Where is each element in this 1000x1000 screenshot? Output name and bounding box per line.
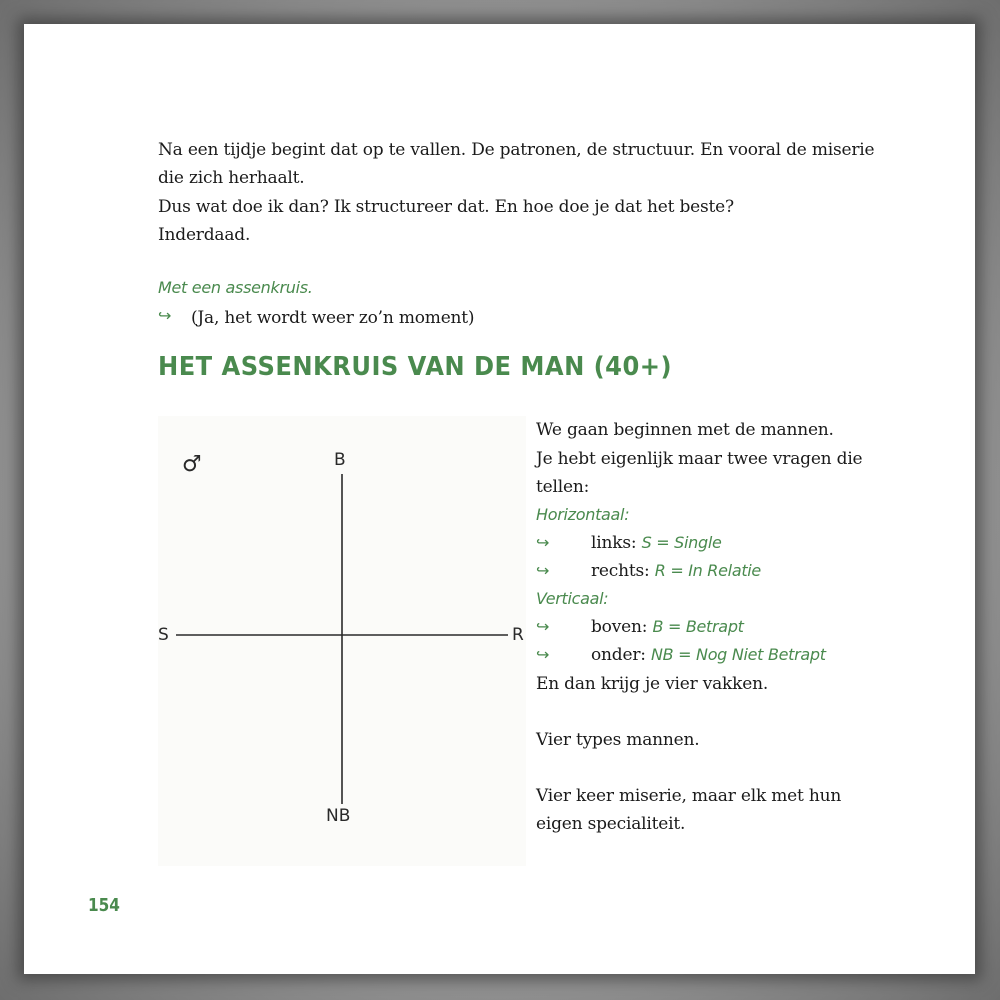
page-number: 154 (88, 895, 120, 916)
right-para-6: Vier keer miserie, maar elk met hun (536, 786, 842, 806)
axis-label-left: S (158, 625, 169, 645)
links-value: S = Single (641, 533, 722, 552)
axis-diagram (158, 416, 526, 866)
horizontal-heading: Horizontaal: (536, 505, 630, 524)
hook-arrow-icon: ↪ (536, 533, 550, 552)
intro-line-1: Na een tijdje begint dat op te vallen. De patronen, de structuur. En vooral de miserie (158, 140, 875, 160)
onder-label: onder: (591, 645, 646, 665)
intro-line-3: Dus wat doe ik dan? Ik structureer dat. En hoe doe je dat het beste? (158, 197, 734, 217)
aside-text: (Ja, het wordt weer zo’n moment) (191, 308, 475, 328)
boven-value: B = Betrapt (652, 617, 744, 636)
boven-row (536, 613, 866, 641)
axis-label-right: R (512, 625, 524, 645)
right-para-3: tellen: (536, 477, 590, 497)
axis-label-top: B (334, 450, 346, 470)
handwritten-note: Met een assenkruis. (158, 278, 313, 297)
boven-label: boven: (591, 617, 648, 637)
hook-arrow-icon: ↪ (536, 561, 550, 580)
hook-arrow-icon: ↪ (536, 617, 550, 636)
rechts-value: R = In Relatie (654, 561, 761, 580)
vertical-heading: Verticaal: (536, 589, 609, 608)
right-para-5: Vier types mannen. (536, 730, 700, 750)
links-row (536, 529, 866, 557)
axis-cross-graphic (158, 416, 526, 866)
right-para-7: eigen specialiteit. (536, 814, 686, 834)
onder-row (536, 641, 866, 669)
rechts-label: rechts: (591, 561, 650, 581)
onder-value: NB = Nog Niet Betrapt (651, 645, 826, 664)
rechts-row (536, 557, 866, 585)
hook-arrow-icon: ↪ (536, 645, 550, 664)
section-heading: HET ASSENKRUIS VAN DE MAN (40+) (158, 352, 673, 382)
links-label: links: (591, 533, 637, 553)
right-para-1: We gaan beginnen met de mannen. (536, 420, 834, 440)
male-symbol-icon: ♂ (182, 452, 202, 477)
intro-line-4: Inderdaad. (158, 225, 251, 245)
aside-line (158, 306, 475, 328)
right-para-4: En dan krijg je vier vakken. (536, 674, 769, 694)
right-para-2: Je hebt eigenlijk maar twee vragen die (536, 449, 863, 469)
axis-label-bottom: NB (326, 806, 351, 826)
intro-line-2: die zich herhaalt. (158, 168, 305, 188)
hook-arrow-icon: ↪ (158, 306, 172, 325)
